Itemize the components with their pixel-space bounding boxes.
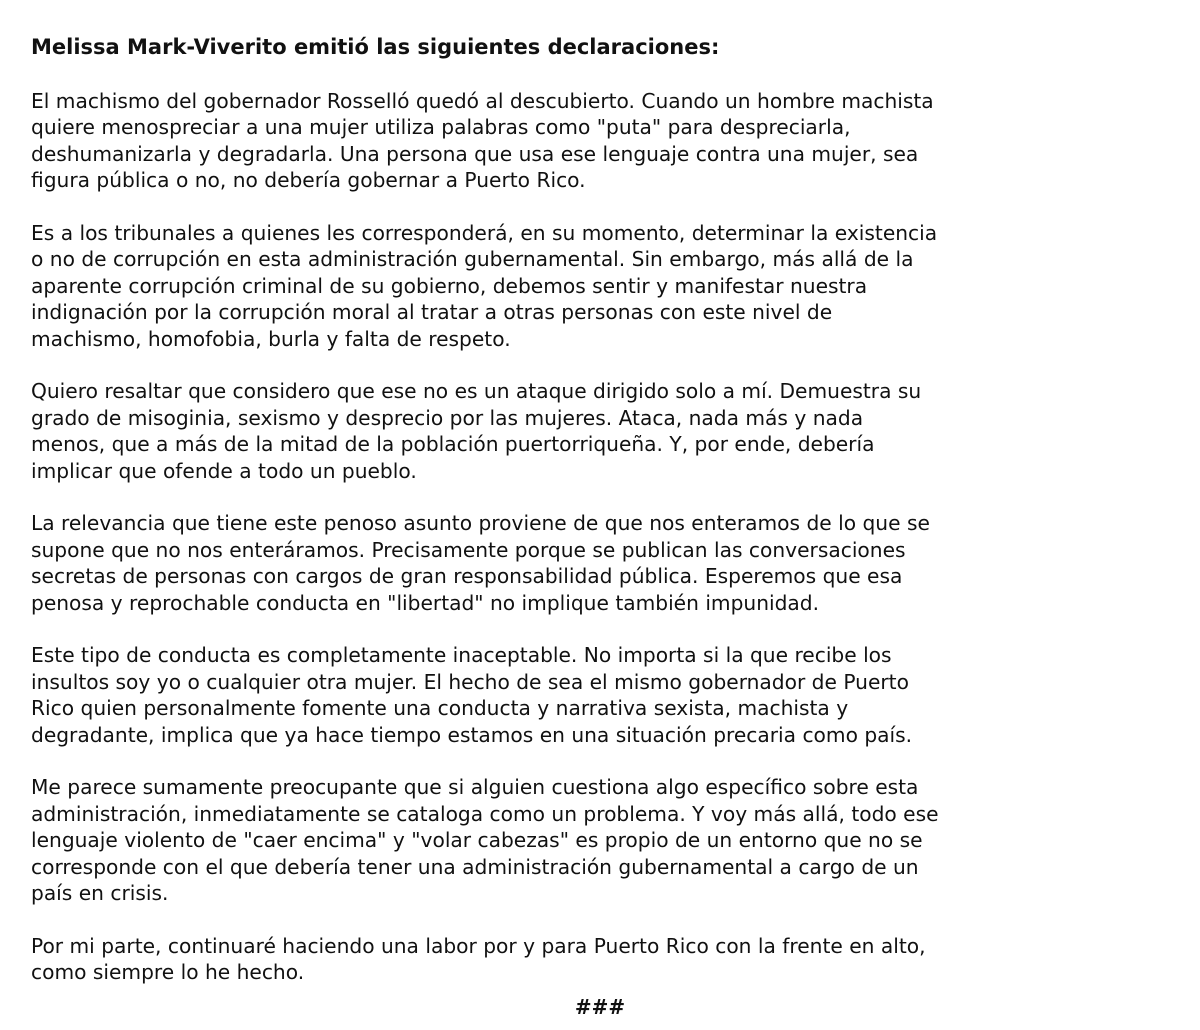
paragraph-line: lenguaje violento de "caer encima" y "volar cabezas" es propio de un entorno que no se [31,828,923,853]
paragraph-line: Me parece sumamente preocupante que si alguien cuestiona algo específico sobre esta [31,775,919,800]
paragraph-line: degradante, implica que ya hace tiempo estamos en una situación precaria como país. [31,722,913,747]
paragraph-3 [31,378,1171,484]
paragraph-line: Es a los tribunales a quienes les corresponderá, en su momento, determinar la existencia [31,221,938,246]
paragraph-7 [31,933,1171,986]
paragraph-line: administración, inmediatamente se cataloga como un problema. Y voy más allá, todo ese [31,801,939,826]
end-of-release-mark: ### [574,995,626,1019]
paragraph-line: figura pública o no, no debería gobernar a Puerto Rico. [31,168,586,193]
paragraph-6 [31,774,1171,906]
paragraph-line: Por mi parte, continuaré haciendo una labor por y para Puerto Rico con la frente en alto, [31,933,926,958]
paragraph-line: Rico quien personalmente fomente una conducta y narrativa sexista, machista y [31,696,849,721]
paragraph-line: insultos soy yo o cualquier otra mujer. El hecho de sea el mismo gobernador de Puerto [31,669,909,694]
paragraph-line: machismo, homofobia, burla y falta de respeto. [31,326,511,351]
paragraph-line: Quiero resaltar que considero que ese no es un ataque dirigido solo a mí. Demuestra su [31,379,922,404]
paragraph-line: menos, que a más de la mitad de la población puertorriqueña. Y, por ende, debería [31,432,875,457]
paragraph-line: penosa y reprochable conducta en "libertad" no implique también impunidad. [31,590,820,615]
paragraph-line: La relevancia que tiene este penoso asunto proviene de que nos enteramos de lo que se [31,511,930,536]
paragraph-line: secretas de personas con cargos de gran responsabilidad pública. Esperemos que esa [31,564,903,589]
paragraph-line: implicar que ofende a todo un pueblo. [31,458,417,483]
paragraph-line: como siempre lo he hecho. [31,960,305,985]
paragraph-line: aparente corrupción criminal de su gobierno, debemos sentir y manifestar nuestra [31,273,868,298]
paragraph-1 [31,88,1171,194]
paragraph-line: Este tipo de conducta es completamente inaceptable. No importa si la que recibe los [31,643,892,668]
paragraph-line: indignación por la corrupción moral al tratar a otras personas con este nivel de [31,300,833,325]
paragraph-line: grado de misoginia, sexismo y desprecio por las mujeres. Ataca, nada más y nada [31,405,864,430]
statement-title: Melissa Mark-Viverito emitió las siguientes declaraciones: [31,35,720,59]
paragraph-2 [31,220,1171,352]
paragraph-line: o no de corrupción en esta administración gubernamental. Sin embargo, más allá de la [31,247,914,272]
paragraph-line: El machismo del gobernador Rosselló quedó al descubierto. Cuando un hombre machista [31,89,934,113]
paragraph-5 [31,642,1171,748]
paragraph-4 [31,510,1171,616]
paragraph-line: corresponde con el que debería tener una administración gubernamental a cargo de un [31,854,919,879]
paragraph-line: supone que no nos enteráramos. Precisamente porque se publican las conversaciones [31,537,906,562]
statement-document [31,34,1171,1012]
paragraph-line: quiere menospreciar a una mujer utiliza palabras como "puta" para despreciarla, [31,115,851,140]
paragraph-line: país en crisis. [31,881,169,906]
paragraph-line: deshumanizarla y degradarla. Una persona que usa ese lenguaje contra una mujer, sea [31,141,919,166]
